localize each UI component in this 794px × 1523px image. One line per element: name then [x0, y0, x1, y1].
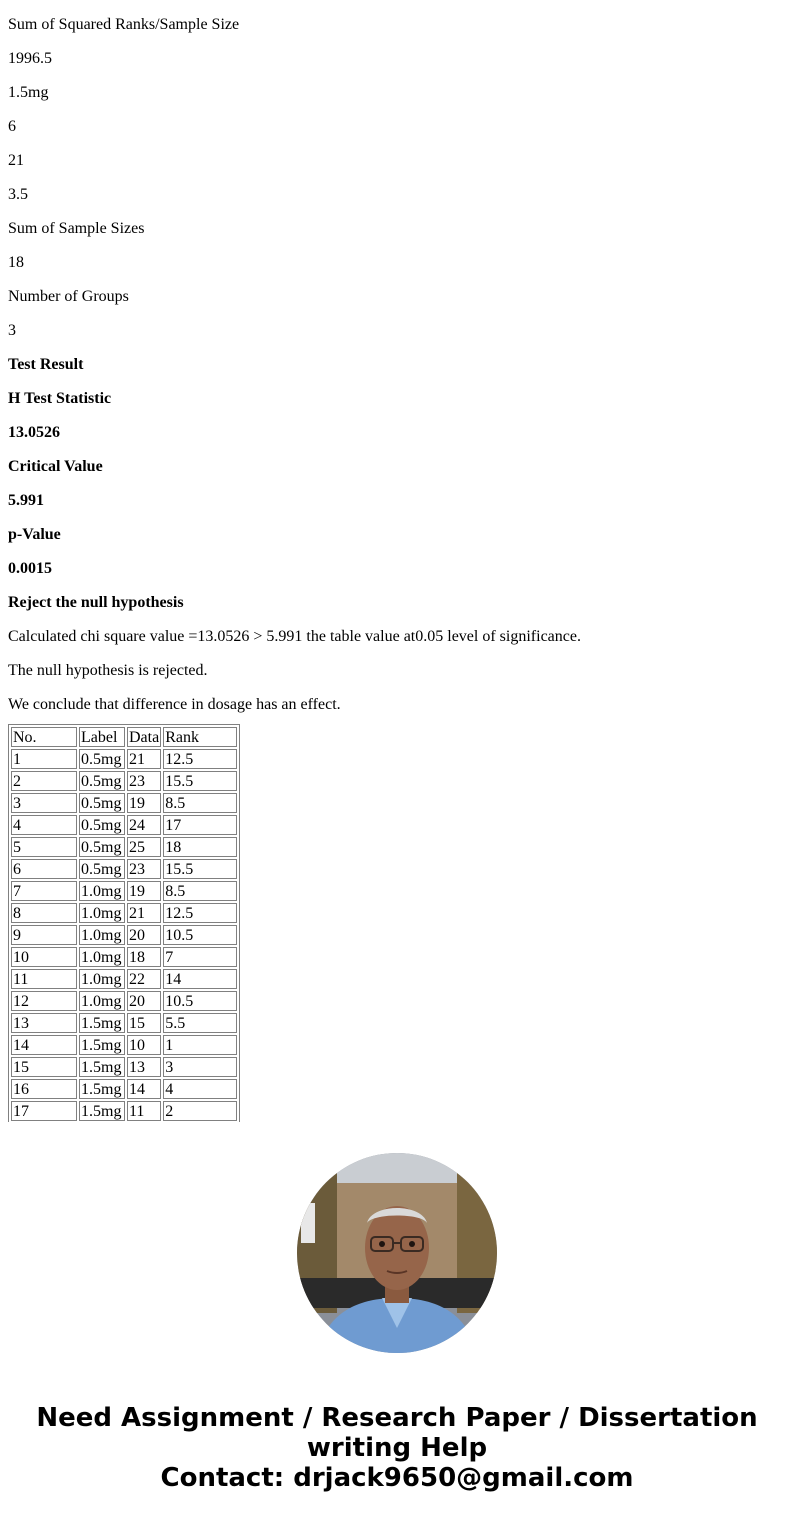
cell-rank: 3 — [163, 1057, 237, 1077]
cell-no: 12 — [11, 991, 77, 1011]
cell-label: 1.5mg — [79, 1101, 125, 1121]
table-row — [11, 837, 237, 857]
cell-data: 11 — [127, 1101, 161, 1121]
p-value-label: p-Value — [8, 526, 61, 543]
cell-rank: 8.5 — [163, 881, 237, 901]
cell-data: 23 — [127, 859, 161, 879]
text-line: 3 — [8, 322, 16, 339]
table-row — [11, 793, 237, 813]
cell-rank: 5.5 — [163, 1013, 237, 1033]
rank-table — [8, 724, 240, 1122]
explanation-line: The null hypothesis is rejected. — [8, 662, 208, 679]
h-statistic-value: 13.0526 — [8, 424, 60, 441]
cell-data: 22 — [127, 969, 161, 989]
cell-label: 1.5mg — [79, 1079, 125, 1099]
cell-no: 8 — [11, 903, 77, 923]
cell-rank: 17 — [163, 815, 237, 835]
cell-no: 15 — [11, 1057, 77, 1077]
table-row — [11, 947, 237, 967]
cell-label: 0.5mg — [79, 815, 125, 835]
cell-data: 13 — [127, 1057, 161, 1077]
cell-no: 9 — [11, 925, 77, 945]
banner-line-1: Need Assignment / Research Paper / Dissertation — [36, 1403, 758, 1433]
cell-data: 21 — [127, 903, 161, 923]
cell-no: 4 — [11, 815, 77, 835]
cell-data: 23 — [127, 771, 161, 791]
test-result-heading: Test Result — [8, 356, 84, 373]
cell-label: 1.5mg — [79, 1057, 125, 1077]
cell-rank: 12.5 — [163, 903, 237, 923]
p-value-value: 0.0015 — [8, 560, 52, 577]
cell-data: 21 — [127, 749, 161, 769]
cell-no: 17 — [11, 1101, 77, 1121]
h-statistic-label: H Test Statistic — [8, 390, 112, 407]
cell-rank: 12.5 — [163, 749, 237, 769]
cell-label: 1.0mg — [79, 903, 125, 923]
cell-rank: 8.5 — [163, 793, 237, 813]
header-data: Data — [129, 729, 160, 746]
cell-label: 0.5mg — [79, 837, 125, 857]
cell-rank: 15.5 — [163, 771, 237, 791]
text-line: 18 — [8, 254, 24, 271]
cell-label: 0.5mg — [79, 771, 125, 791]
cell-label: 0.5mg — [79, 793, 125, 813]
cell-label: 1.0mg — [79, 991, 125, 1011]
table-row — [11, 991, 237, 1011]
table-row — [11, 925, 237, 945]
cell-data: 25 — [127, 837, 161, 857]
text-line: 3.5 — [8, 186, 28, 203]
cell-rank: 7 — [163, 947, 237, 967]
cell-no: 16 — [11, 1079, 77, 1099]
cell-label: 0.5mg — [79, 749, 125, 769]
cell-label: 1.5mg — [79, 1035, 125, 1055]
table-row — [11, 1079, 237, 1099]
cell-label: 1.0mg — [79, 947, 125, 967]
cell-data: 15 — [127, 1013, 161, 1033]
cell-data: 19 — [127, 881, 161, 901]
cell-no: 2 — [11, 771, 77, 791]
result-lines — [8, 0, 788, 714]
document-body — [8, 0, 788, 1122]
cell-data: 18 — [127, 947, 161, 967]
cell-no: 3 — [11, 793, 77, 813]
text-line: Sum of Sample Sizes — [8, 220, 145, 237]
cell-data: 19 — [127, 793, 161, 813]
table-row — [11, 903, 237, 923]
cell-no: 13 — [11, 1013, 77, 1033]
cell-data: 20 — [127, 925, 161, 945]
cell-data: 10 — [127, 1035, 161, 1055]
table-row — [11, 1013, 237, 1033]
cell-rank: 10.5 — [163, 991, 237, 1011]
decision-text: Reject the null hypothesis — [8, 594, 184, 611]
text-line: 6 — [8, 118, 16, 135]
cell-label: 1.0mg — [79, 925, 125, 945]
conclusion-line: We conclude that difference in dosage has an effect. — [8, 696, 341, 713]
table-row — [11, 749, 237, 769]
text-line: Number of Groups — [8, 288, 129, 305]
cell-no: 10 — [11, 947, 77, 967]
critical-value-label: Critical Value — [8, 458, 103, 475]
header-rank: Rank — [163, 727, 237, 747]
text-line: Sum of Squared Ranks/Sample Size — [8, 16, 240, 33]
author-avatar — [297, 1153, 497, 1353]
cell-label: 0.5mg — [79, 859, 125, 879]
author-photo-illustration — [297, 1153, 497, 1353]
banner-line-2: writing Help — [306, 1433, 488, 1463]
cell-no: 14 — [11, 1035, 77, 1055]
text-line: 1996.5 — [8, 50, 52, 67]
cell-label: 1.5mg — [79, 1013, 125, 1033]
header-no: No. — [11, 727, 77, 747]
table-row — [11, 1101, 237, 1121]
table-row — [11, 969, 237, 989]
cell-no: 7 — [11, 881, 77, 901]
cell-data: 20 — [127, 991, 161, 1011]
cell-rank: 10.5 — [163, 925, 237, 945]
contact-banner — [0, 1403, 794, 1493]
cell-rank: 2 — [163, 1101, 237, 1121]
contact-email: Contact: drjack9650@gmail.com — [160, 1463, 634, 1493]
cell-data: 24 — [127, 815, 161, 835]
table-row — [11, 815, 237, 835]
cell-label: 1.0mg — [79, 881, 125, 901]
cell-rank: 18 — [163, 837, 237, 857]
critical-value-value: 5.991 — [8, 492, 44, 509]
header-label: Label — [79, 727, 125, 747]
cell-rank: 1 — [163, 1035, 237, 1055]
table-row — [11, 1057, 237, 1077]
text-line: 21 — [8, 152, 24, 169]
cell-no: 5 — [11, 837, 77, 857]
cell-rank: 4 — [163, 1079, 237, 1099]
cell-rank: 15.5 — [163, 859, 237, 879]
cell-data: 14 — [127, 1079, 161, 1099]
table-header-row — [11, 727, 237, 747]
table-row — [11, 1035, 237, 1055]
table-row — [11, 771, 237, 791]
cell-label: 1.0mg — [79, 969, 125, 989]
cell-no: 1 — [11, 749, 77, 769]
table-row — [11, 859, 237, 879]
explanation-line: Calculated chi square value =13.0526 > 5.991 the table value at0.05 level of significance. — [8, 628, 581, 645]
cell-rank: 14 — [163, 969, 237, 989]
table-row — [11, 881, 237, 901]
cell-no: 11 — [11, 969, 77, 989]
cell-no: 6 — [11, 859, 77, 879]
text-line: 1.5mg — [8, 84, 49, 101]
